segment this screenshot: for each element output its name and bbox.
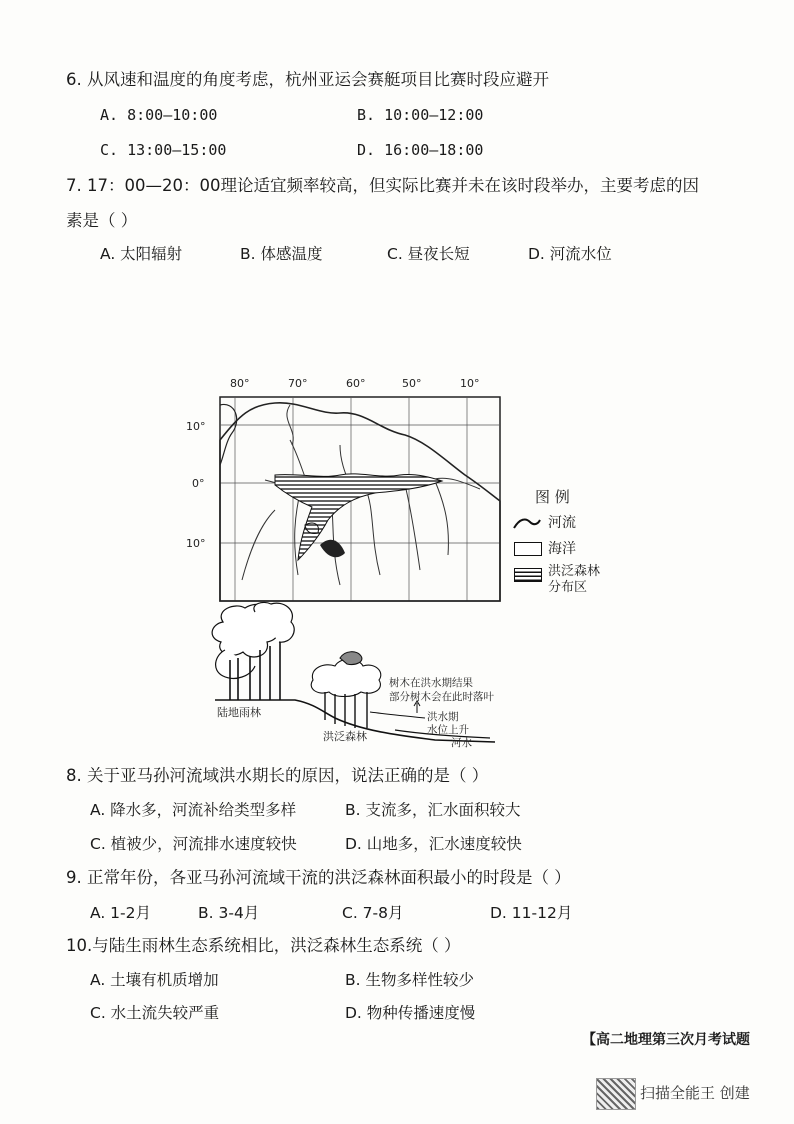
river-label: 河水 (451, 737, 472, 749)
label-land-forest: 陆地雨林 (217, 706, 261, 719)
q9-option-d: D. 11-12月 (490, 904, 573, 922)
lon-label-50: 50° (402, 377, 422, 390)
q7-option-b: B. 体感温度 (240, 245, 323, 263)
lon-label-80: 80° (230, 377, 250, 390)
legend-ocean-label: 海洋 (548, 541, 576, 557)
q6-option-c: C. 13:00—15:00 (100, 141, 227, 159)
legend-forest-label-2: 分布区 (548, 580, 588, 595)
forest-landscape-sketch (205, 600, 505, 750)
q10-stem: 10.与陆生雨林生态系统相比，洪泛森林生态系统（ ） (66, 936, 461, 955)
note-line-1: 树木在洪水期结果 (389, 677, 473, 689)
q9-stem: 9. 正常年份，各亚马孙河流域干流的洪泛森林面积最小的时段是（ ） (66, 868, 571, 887)
label-flood-forest: 洪泛森林 (323, 730, 367, 743)
q10-option-b: B. 生物多样性较少 (345, 971, 474, 989)
q8-option-a: A. 降水多，河流补给类型多样 (90, 801, 297, 819)
flood-label-1: 洪水期 (427, 711, 459, 723)
legend-title: 图 例 (535, 488, 570, 506)
lon-label-10: 10° (460, 377, 480, 390)
q6-option-b: B. 10:00—12:00 (357, 106, 484, 124)
q7-stem-line2: 素是（ ） (66, 211, 138, 230)
flood-label-2: 水位上升 (427, 724, 469, 736)
q8-stem: 8. 关于亚马孙河流域洪水期长的原因，说法正确的是（ ） (66, 766, 489, 785)
river-legend-icon (512, 516, 542, 530)
q8-option-c: C. 植被少，河流排水速度较快 (90, 835, 297, 853)
q10-option-a: A. 土壤有机质增加 (90, 971, 219, 989)
lon-label-60: 60° (346, 377, 366, 390)
q7-option-a: A. 太阳辐射 (100, 245, 183, 263)
q9-option-c: C. 7-8月 (342, 904, 404, 922)
legend-river-label: 河流 (548, 515, 576, 531)
q10-option-c: C. 水土流失较严重 (90, 1004, 220, 1022)
scanner-watermark: 扫描全能王 创建 (640, 1084, 750, 1102)
exam-title-footer: 【高二地理第三次月考试题 (582, 1032, 750, 1048)
note-line-2: 部分树木会在此时落叶 (389, 691, 494, 703)
q7-option-d: D. 河流水位 (528, 245, 612, 263)
lon-label-70: 70° (288, 377, 308, 390)
q7-option-c: C. 昼夜长短 (387, 245, 470, 263)
q6-option-d: D. 16:00—18:00 (357, 141, 484, 159)
lat-label-0: 0° (192, 477, 205, 490)
lat-label-10n: 10° (186, 420, 206, 433)
ocean-legend-icon (514, 542, 542, 556)
scanner-logo (596, 1078, 636, 1110)
q8-option-b: B. 支流多，汇水面积较大 (345, 801, 521, 819)
q6-stem: 6. 从风速和温度的角度考虑，杭州亚运会赛艇项目比赛时段应避开 (66, 70, 549, 89)
lat-label-10s: 10° (186, 537, 206, 550)
q10-option-d: D. 物种传播速度慢 (345, 1004, 476, 1022)
flooded-forest-legend-icon (514, 568, 542, 582)
amazon-map (180, 375, 510, 605)
q8-option-d: D. 山地多，汇水速度较快 (345, 835, 522, 853)
legend-forest-label-1: 洪泛森林 (548, 564, 601, 579)
q9-option-b: B. 3-4月 (198, 904, 260, 922)
q6-option-a: A. 8:00—10:00 (100, 106, 218, 124)
q9-option-a: A. 1-2月 (90, 904, 152, 922)
q7-stem-line1: 7. 17：00—20：00理论适宜频率较高，但实际比赛并未在该时段举办，主要考虑的因 (66, 176, 699, 195)
map-frame (220, 397, 500, 601)
